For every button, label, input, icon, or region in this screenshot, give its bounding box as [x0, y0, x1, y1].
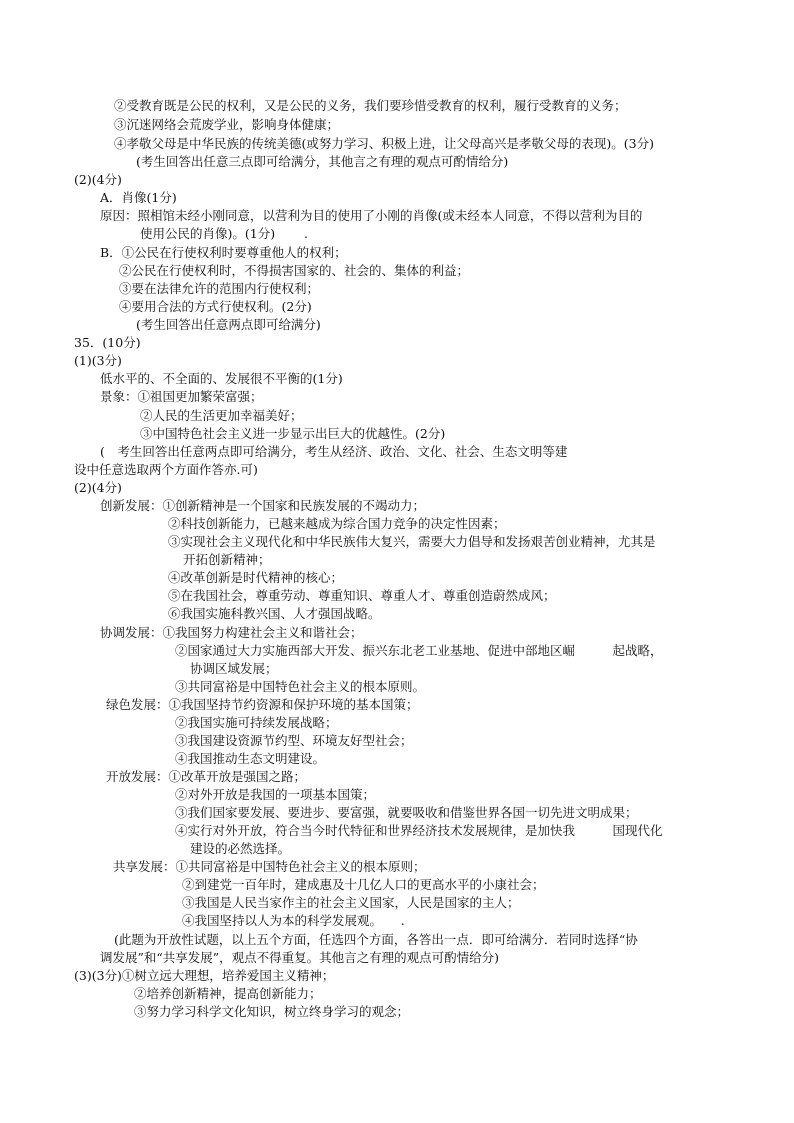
text-line: ③我国是人民当家作主的社会主义国家，人民是国家的主人； — [182, 895, 520, 910]
text-line: 原因：照相馆未经小刚同意，以营利为目的使用了小刚的肖像(或未经本人同意，不得以营利为目的 — [100, 208, 643, 223]
text-line: ④我国推动生态文明建设。 — [175, 751, 326, 766]
text-line: ④孝敬父母是中华民族的传统美德(或努力学习、积极上进，让父母高兴是孝敬父母的表现)。(3分) — [114, 136, 654, 151]
text-line: 调发展”和“共享发展”，观点不得重复。其他言之有理的观点可酌情给分) — [100, 950, 500, 965]
text-line: ( 考生回答出任意两点即可给满分，考生从经济、政治、文化、社会、生态文明等建 — [100, 444, 568, 459]
text-line: (2)(4分) — [74, 172, 122, 187]
text-line: A．肖像(1分) — [100, 190, 177, 205]
text-line: ④实行对外开放，符合当今时代特征和世界经济技术发展规律，是加快我 国现代化 — [175, 823, 663, 838]
text-line: ③我们国家要发展、要进步、要富强，就要吸收和借鉴世界各国一切先进文明成果； — [175, 805, 638, 820]
text-line: ②我国实施可持续发展战略； — [175, 715, 338, 730]
text-line: ②科技创新能力，已越来越成为综合国力竞争的决定性因素； — [168, 516, 506, 531]
text-line: 开拓创新精神； — [183, 552, 271, 567]
text-line: 景象：①祖国更加繁荣富强； — [100, 389, 263, 404]
text-line: 协调区域发展； — [190, 661, 278, 676]
text-line: ③要在法律允许的范围内行使权利； — [119, 281, 320, 296]
text-line: 设中任意选取两个方面作答亦.可) — [74, 462, 258, 477]
text-line: 创新发展：①创新精神是一个国家和民族发展的不竭动力； — [100, 498, 426, 513]
text-line: ③努力学习科学文化知识，树立终身学习的观念； — [134, 1004, 410, 1019]
text-line: (3)(3分)①树立远大理想，培养爱国主义精神； — [74, 968, 335, 983]
text-line: ③沉迷网络会荒废学业，影响身体健康； — [114, 117, 340, 132]
text-line: ④要用合法的方式行使权利。(2分) — [119, 299, 312, 314]
text-line: ②受教育既是公民的权利，又是公民的义务，我们要珍惜受教育的权利，履行受教育的义务； — [114, 98, 627, 113]
text-line: ④我国坚持以人为本的科学发展观。 . — [182, 913, 405, 928]
section-number: 35．(10分) — [74, 335, 141, 350]
text-line: ⑤在我国社会，尊重劳动、尊重知识、尊重人才、尊重创造蔚然成风； — [168, 588, 556, 603]
text-line: ②人民的生活更加幸福美好； — [140, 408, 303, 423]
text-line: ②公民在行使权利时，不得损害国家的、社会的、集体的利益； — [119, 263, 470, 278]
text-line: (1)(3分) — [74, 353, 122, 368]
text-line: ④改革创新是时代精神的核心； — [168, 570, 344, 585]
text-line: 共享发展：①共同富裕是中国特色社会主义的根本原则； — [113, 859, 426, 874]
text-line: ③实现社会主义现代化和中华民族伟大复兴，需要大力倡导和发扬艰苦创业精神，尤其是 — [168, 534, 656, 549]
text-line: ③中国特色社会主义进一步显示出巨大的优越性。(2分) — [140, 426, 446, 441]
text-line: ⑥我国实施科教兴国、人才强国战略。 — [168, 606, 381, 621]
text-line: (2)(4分) — [74, 480, 122, 495]
text-line: ③共同富裕是中国特色社会主义的根本原则。 — [175, 679, 426, 694]
text-line: 使用公民的肖像)。(1分) . — [140, 226, 309, 241]
text-line: ②培养创新精神，提高创新能力； — [134, 986, 322, 1001]
text-line: (考生回答出任意三点即可给满分，其他言之有理的观点可酌情给分) — [136, 154, 509, 169]
text-line: ②国家通过大力实施西部大开发、振兴东北老工业基地、促进中部地区崛 起战略， — [175, 643, 663, 658]
text-line: 低水平的、不全面的、发展很不平衡的(1分) — [100, 371, 343, 386]
text-line: 协调发展：①我国努力构建社会主义和谐社会； — [100, 625, 363, 640]
text-line: 开放发展：①改革开放是强国之路； — [106, 769, 307, 784]
text-line: 绿色发展：①我国坚持节约资源和保护环境的基本国策； — [106, 697, 419, 712]
text-line: ②到建党一百年时，建成惠及十几亿人口的更高水平的小康社会； — [182, 877, 545, 892]
text-line: (此题为开放性试题，以上五个方面，任选四个方面，各答出一点．即可给满分．若同时选择“协 — [114, 932, 638, 947]
text-line: B．①公民在行使权利时要尊重他人的权利； — [100, 245, 347, 260]
text-line: 建设的必然选择。 — [190, 841, 291, 856]
text-line: (考生回答出任意两点即可给满分) — [136, 317, 321, 332]
text-line: ②对外开放是我国的一项基本国策； — [175, 787, 376, 802]
text-line: ③我国建设资源节约型、环境友好型社会； — [175, 733, 413, 748]
